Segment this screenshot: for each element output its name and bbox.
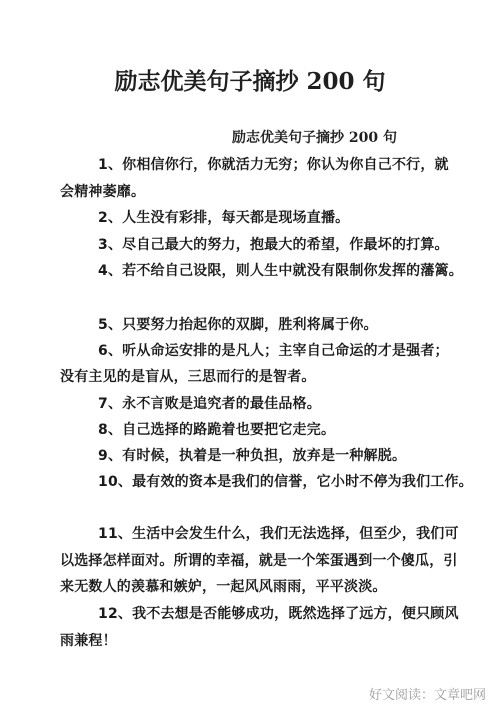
document-title: 励志优美句子摘抄 200 句 (114, 68, 386, 95)
paragraph-line: 9、有时候，执着是一种负担，放弃是一种解脱。 (98, 448, 407, 464)
paragraph-line: 6、听从命运安排的是凡人；主宰自己命运的才是强者； (98, 343, 449, 359)
paragraph-line: 雨兼程！ (60, 633, 117, 649)
paragraph-line: 3、尽自己最大的努力，抱最大的希望，作最坏的打算。 (98, 237, 449, 253)
paragraph-line: 来无数人的羡慕和嫉妒，一起风风雨雨，平平淡淡。 (60, 579, 387, 595)
paragraph-line: 4、若不给自己设限，则人生中就没有限制你发挥的藩篱。 (98, 263, 463, 279)
paragraph-line: 8、自己选择的路跪着也要把它走完。 (98, 422, 336, 438)
paragraph-line: 11、生活中会发生什么，我们无法选择，但至少，我们可 (98, 526, 459, 542)
paragraph-line: 10、最有效的资本是我们的信誉，它小时不停为我们工作。 (98, 474, 473, 490)
paragraph-line: 以选择怎样面对。所谓的幸福，就是一个笨蛋遇到一个傻瓜，引 (60, 553, 458, 569)
paragraph-line: 会精神萎靡。 (60, 184, 146, 200)
watermark-text: 好文阅读：文章吧网 (368, 688, 486, 703)
paragraph-line: 1、你相信你行，你就活力无穷；你认为你自己不行，就 (98, 157, 449, 173)
paragraph-line: 12、我不去想是否能够成功，既然选择了远方，便只顾风 (98, 606, 459, 622)
paragraph-line: 5、只要努力抬起你的双脚，胜利将属于你。 (98, 317, 378, 333)
paragraph-line: 没有主见的是盲从，三思而行的是智者。 (60, 369, 316, 385)
paragraph-line: 7、永不言败是追究者的最佳品格。 (98, 396, 321, 412)
document-subtitle: 励志优美句子摘抄 200 句 (232, 130, 397, 146)
paragraph-line: 2、人生没有彩排，每天都是现场直播。 (98, 210, 350, 226)
